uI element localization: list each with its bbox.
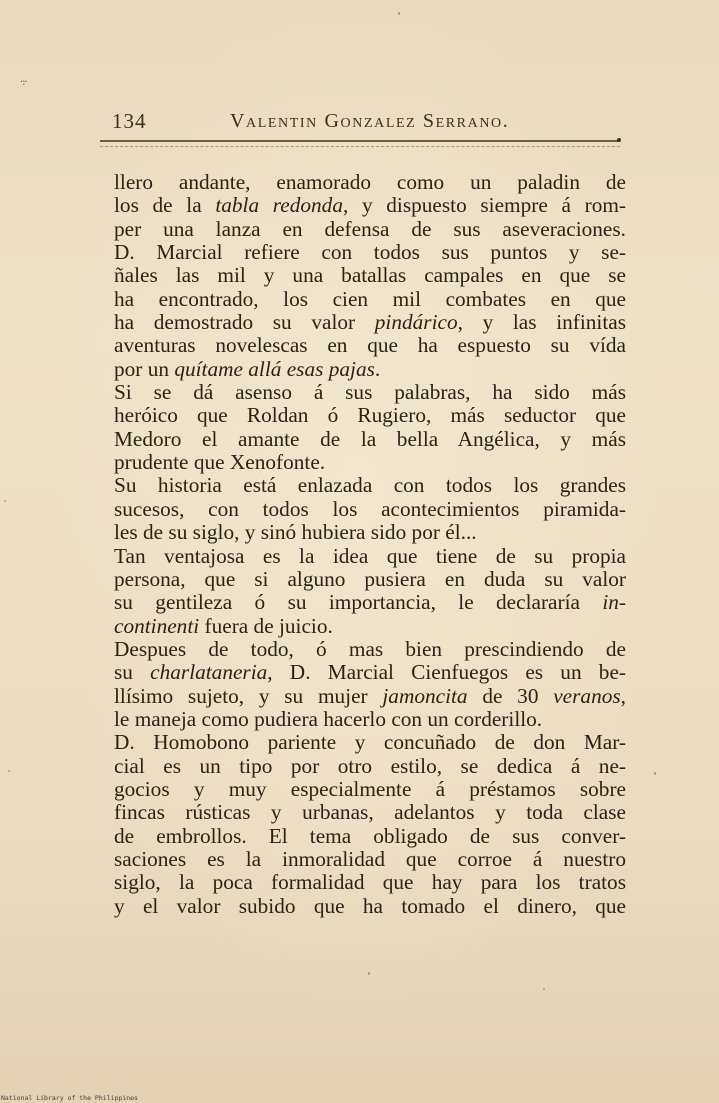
text-line [114, 778, 626, 801]
paper-speck [398, 12, 400, 15]
text-run: y el valor subido que ha tomado el dinero, que [114, 894, 626, 918]
text-run: , y dispuesto siempre á rom- [342, 194, 626, 218]
text-run: Despues de todo, ó mas bien prescindiendo de [114, 637, 626, 661]
text-run: ñales las mil y una batallas campales en que se [114, 264, 626, 288]
text-line [114, 288, 626, 311]
text-line [114, 264, 626, 287]
italic-phrase: quítame allá esas pajas [174, 357, 375, 381]
header-rule [100, 140, 620, 147]
paper-speck [368, 972, 370, 975]
italic-phrase: continenti [114, 614, 200, 638]
text-line [114, 358, 626, 381]
text-line [114, 708, 626, 731]
text-run: fincas rústicas y urbanas, adelantos y toda clase [114, 801, 626, 825]
text-run: su gentileza ó su importancia, le declararía [114, 591, 603, 615]
text-run: siglo, la poca formalidad que hay para los tratos [114, 871, 626, 895]
page-number: 134 [112, 109, 147, 133]
text-run: heróico que Roldan ó Rugiero, más seductor que [114, 404, 626, 428]
text-run: D. Marcial refiere con todos sus puntos y se- [114, 241, 626, 265]
body-text [114, 171, 626, 918]
text-run: su [114, 661, 151, 685]
text-line [114, 241, 626, 264]
margin-mark: ·:· [20, 77, 27, 88]
text-line [114, 755, 626, 778]
text-run: D. Homobono pariente y concuñado de don Mar- [114, 731, 626, 755]
text-line [114, 218, 626, 241]
text-run: Si se dá asenso á sus palabras, ha sido más [114, 381, 626, 405]
italic-phrase: tabla redonda [215, 194, 343, 218]
text-line [114, 731, 626, 754]
text-run: saciones es la inmoralidad que corroe á nuestro [114, 847, 626, 871]
text-run: los de la [114, 194, 216, 218]
italic-phrase: charlataneria [150, 661, 268, 685]
text-run: ha demostrado su valor [114, 311, 375, 335]
text-run: gocios y muy especialmente á préstamos sobre [114, 777, 626, 801]
text-line [114, 801, 626, 824]
text-line [114, 638, 626, 661]
text-run: sucesos, con todos los acontecimientos piramida- [114, 497, 626, 521]
text-line [114, 615, 626, 638]
italic-phrase: jamoncita [382, 684, 468, 708]
text-line [114, 334, 626, 357]
text-run: llísimo sujeto, y su mujer [114, 684, 383, 708]
text-line [114, 194, 626, 217]
text-line [114, 171, 626, 194]
text-run: por un [114, 357, 175, 381]
italic-phrase: veranos [553, 684, 621, 708]
text-line [114, 895, 626, 918]
paper-speck [543, 988, 545, 990]
text-run: , y las infinitas [457, 311, 626, 335]
text-run: de 30 [467, 684, 554, 708]
text-run: de embrollos. El tema obligado de sus conver- [114, 824, 626, 848]
text-run: cial es un tipo por otro estilo, se dedica á ne- [114, 754, 626, 778]
text-run: prudente que Xenofonte. [114, 451, 326, 475]
paper-speck [654, 772, 656, 775]
text-run: le maneja como pudiera hacerlo con un corderillo. [114, 707, 543, 731]
text-run: . [374, 357, 381, 381]
text-run: llero andante, enamorado como un paladin de [114, 171, 626, 194]
text-run: Su historia está enlazada con todos los grandes [114, 474, 626, 498]
text-line [114, 661, 626, 684]
text-line [114, 871, 626, 894]
text-line [114, 568, 626, 591]
text-line [114, 848, 626, 871]
text-line [114, 428, 626, 451]
header-rule-ornament [617, 138, 621, 142]
text-run: per una lanza en defensa de sus aseveraciones. [114, 217, 626, 241]
text-run: les de su siglo, y sinó hubiera sido por él... [114, 521, 477, 545]
paper-speck [4, 500, 6, 502]
text-line [114, 404, 626, 427]
text-run: persona, que si alguno pusiera en duda su valor [114, 567, 626, 591]
text-run: , [620, 684, 626, 708]
text-run: , D. Marcial Cienfuegos es un be- [267, 661, 626, 685]
text-run: fuera de juicio. [199, 614, 333, 638]
text-run: ha encontrado, los cien mil combates en que [114, 287, 626, 311]
text-line [114, 521, 626, 544]
text-line [114, 825, 626, 848]
library-credit: National Library of the Philippines [1, 1094, 138, 1102]
italic-phrase: in- [602, 591, 626, 615]
text-line [114, 591, 626, 614]
paper-speck [8, 770, 10, 772]
page-header [112, 109, 622, 139]
text-line [114, 498, 626, 521]
text-line [114, 381, 626, 404]
running-head: Valentin Gonzalez Serrano. [230, 110, 510, 132]
text-run: Medoro el amante de la bella Angélica, y más [114, 427, 626, 451]
text-line [114, 545, 626, 568]
text-line [114, 451, 626, 474]
text-line [114, 685, 626, 708]
text-run: Tan ventajosa es la idea que tiene de su propia [114, 544, 626, 568]
text-line [114, 311, 626, 334]
text-line [114, 474, 626, 497]
italic-phrase: pindárico [374, 311, 458, 335]
text-run: aventuras novelescas en que ha espuesto su vída [114, 334, 626, 358]
